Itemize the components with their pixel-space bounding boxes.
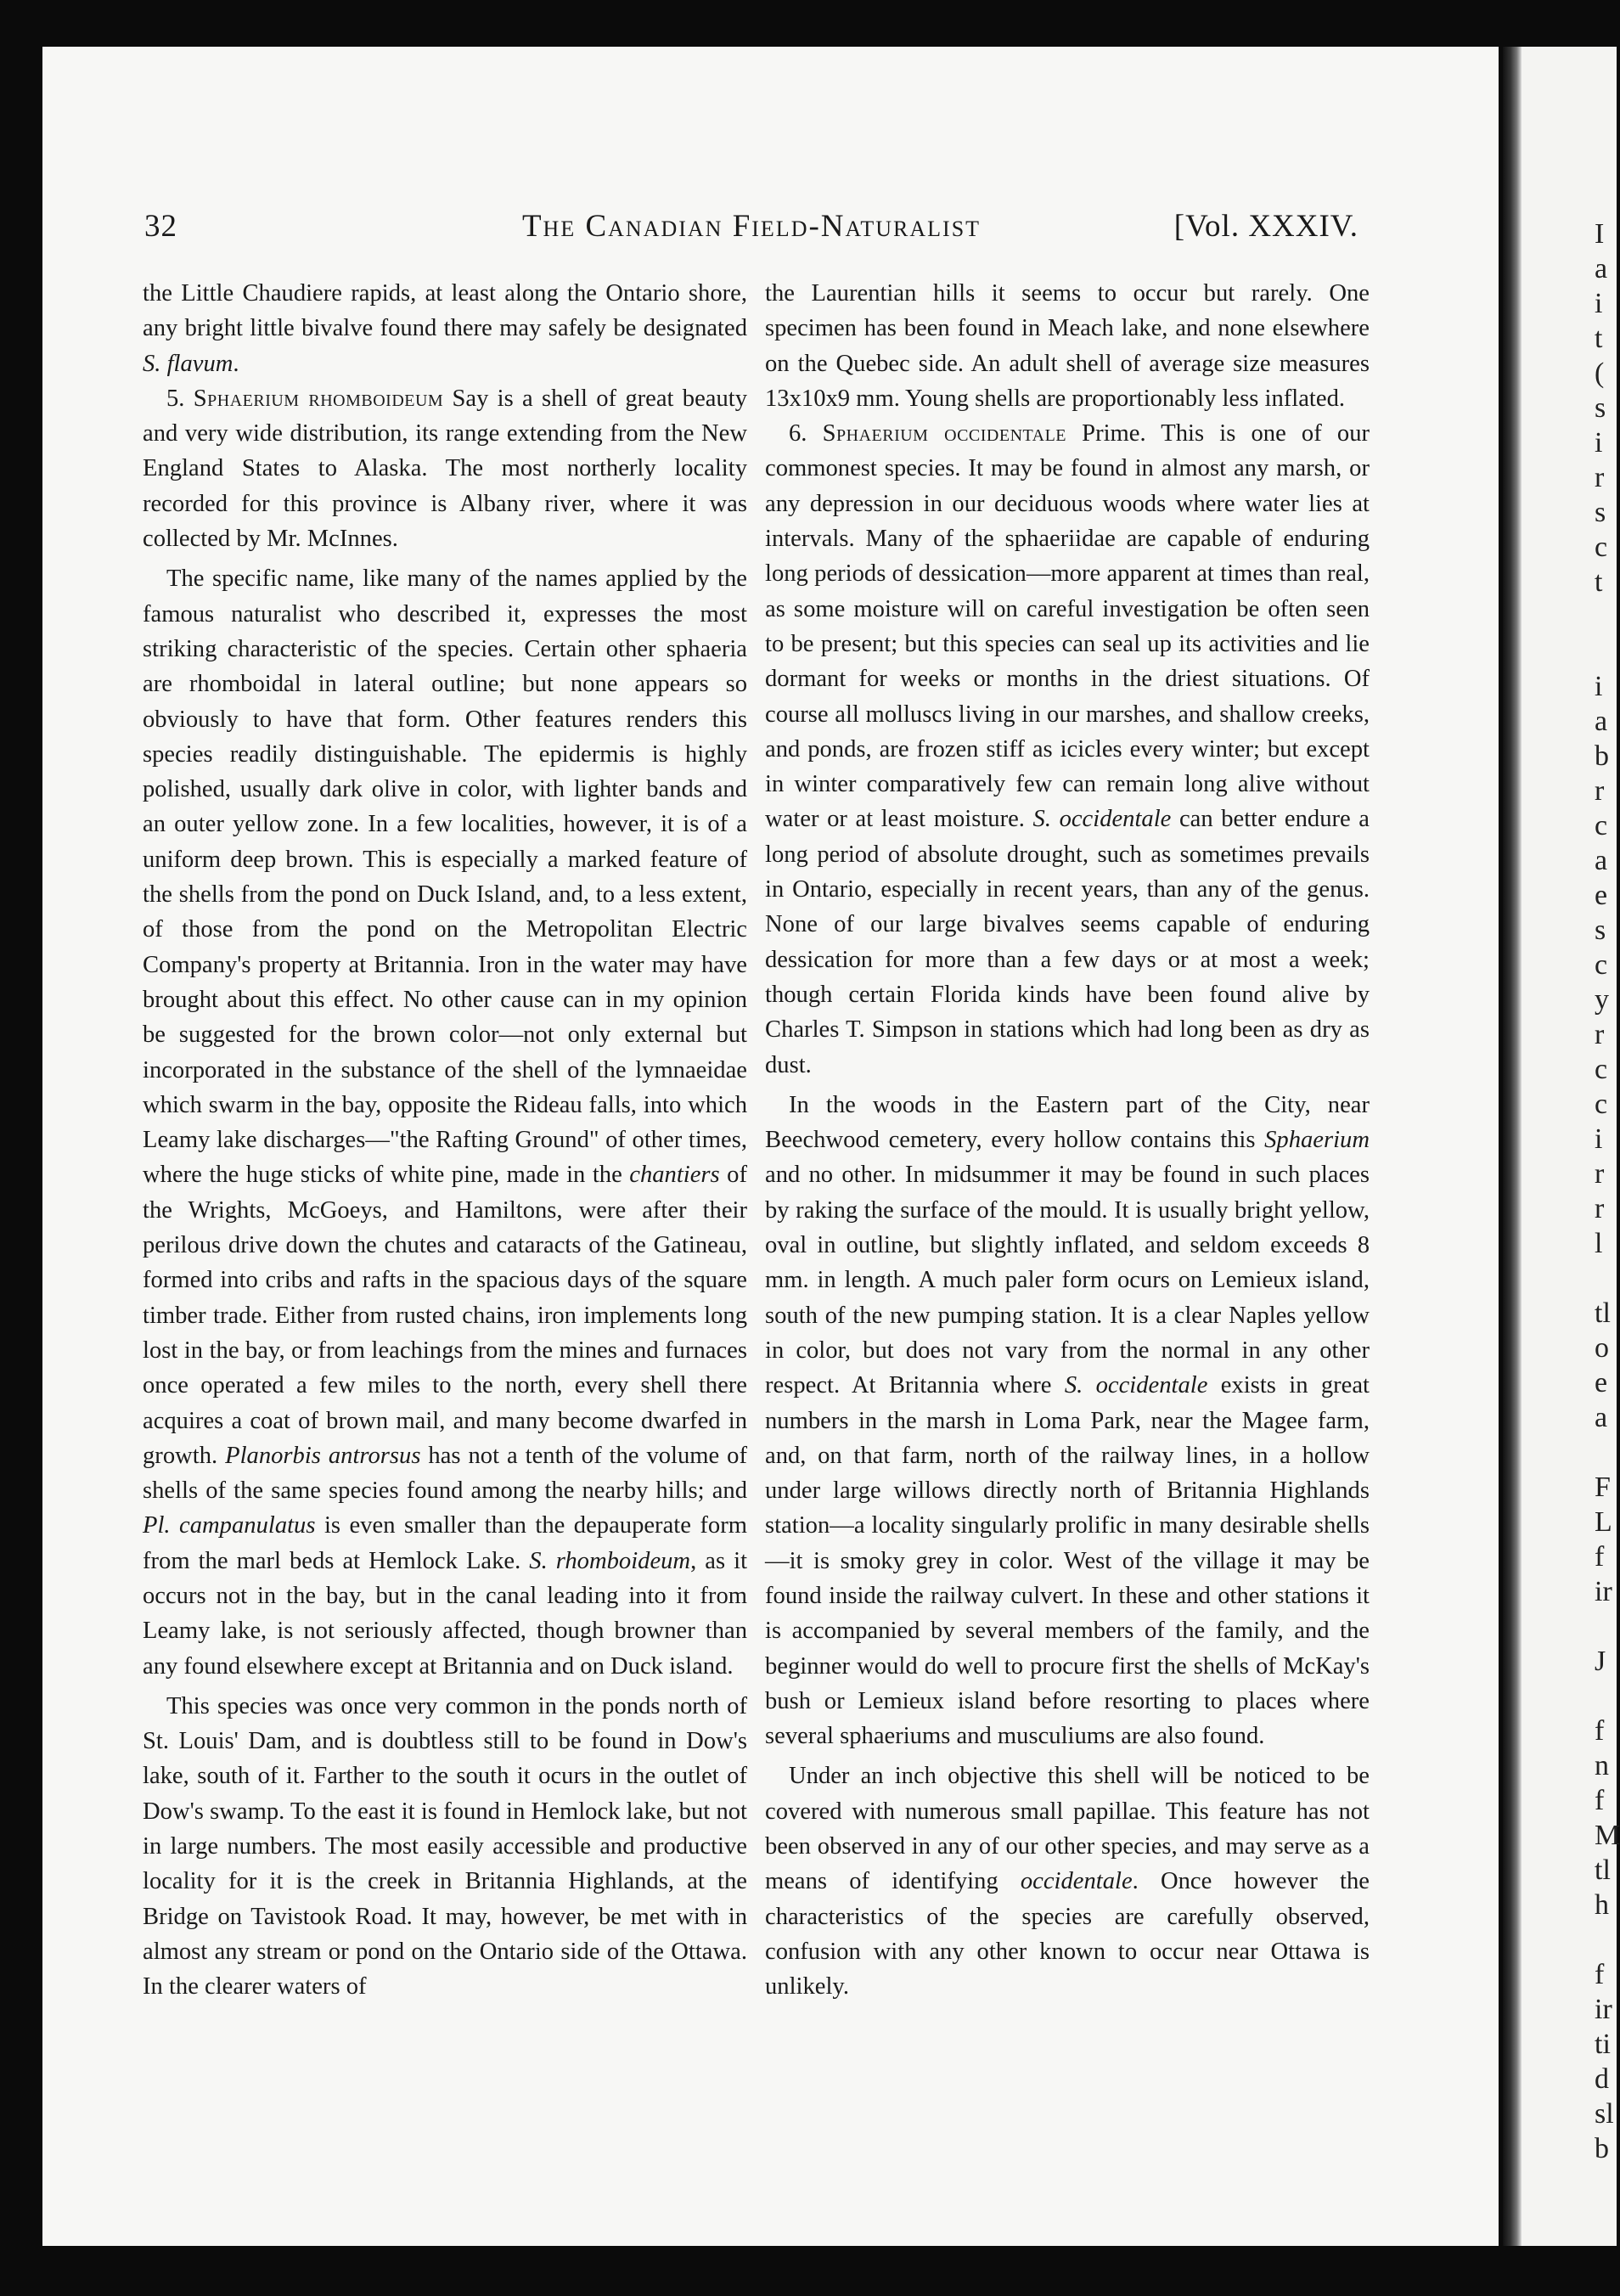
adjacent-fragment: a: [1595, 253, 1608, 284]
adjacent-fragment: f: [1595, 1959, 1605, 1990]
adjacent-fragment: M: [1595, 1820, 1620, 1851]
adjacent-fragment: t: [1595, 566, 1603, 598]
paragraph: The specific name, like many of the names applied by the famous naturalist who described it, expresses the most striking characteristic of the species. Certain other sphaeria are rhomboidal in lateral outline; but none appears so obviously to have that form. Other features renders this species readily distinguishable. The epidermis is highly polished, usually dark olive in color, with lighter bands and an outer yellow zone. In a few localities, however, it is of a uniform deep brown. This is especially a marked feature of the shells from the pond on Duck Island, and, to a less extent, of those from the pond on the Metropolitan Electric Company's property at Britannia. Iron in the water may have brought about this effect. No other cause can in my opinion be suggested for the brown color—not only external but incorporated in the substance of the shell of the lymnaeidae which swarm in the bay, opposite the Rideau falls, into which Leamy lake discharges—"the Rafting Ground" of other times, where the huge sticks of white pine, made in the chantiers of the Wrights, McGoeys, and Hamiltons, were after their perilous drive down the chutes and cataracts of the Gatineau, formed into cribs and rafts in the spacious days of the square timber trade. Either from rusted chains, iron implements long lost in the bay, or from leachings from the mines and furnaces once operated a few miles to the north, every shell there acquires a coat of brown mail, and many become dwarfed in growth. Planorbis antrorsus has not a tenth of the volume of shells of the same species found among the nearby hills; and Pl. campanulatus is even smaller than the depauperate form from the marl beds at Hemlock Lake. S. rhomboideum, as it occurs not in the bay, but in the canal leading into it from Leamy lake, is not seriously affected, though browner than any found elsewhere except at Britannia and on Duck island.: [143, 566, 748, 1680]
page-number: 32: [144, 209, 177, 244]
paragraph: In the woods in the Eastern part of the City, near Beechwood cemetery, every hollow contains this Sphaerium and no other. In midsummer it may be found in such places by raking the surface of the mould. It is usually bright yellow, oval in outline, but slightly inflated, and seldom exceeds 8 mm. in length. A much paler form ocurs on Lemieux island, south of the new pumping station. It is a clear Naples yellow in color, but does not vary from the normal in any other respect. At Britannia where S. occidentale exists in great numbers in the marsh in Loma Park, near the Magee farm, and, on that farm, north of the railway lines, in a hollow under large willows directly north of Britannia Highlands station—a locality singularly prolific in many desirable shells—it is smoky grey in color. West of the village it may be found inside the railway culvert. In these and other stations it is accompanied by several members of the family, and the beginner would do well to procure first the shells of McKay's bush or Lemieux island before resorting to places where several sphaeriums and musculiums are also found.: [765, 1091, 1370, 1750]
adjacent-fragment: e: [1595, 880, 1608, 911]
adjacent-fragment: r: [1595, 1193, 1605, 1224]
adjacent-fragment: ir: [1595, 1576, 1612, 1607]
adjacent-fragment: c: [1595, 1089, 1608, 1120]
paragraph: Under an inch objective this shell will be noticed to be covered with numerous small papillae. This feature has not been observed in any of our other species, and may serve as a means of identifying occidentale. Once however the characteristics of the species are carefully observed, confusion with any other known to occur near Ottawa is unlikely.: [765, 1763, 1370, 2001]
adjacent-fragment: s: [1595, 497, 1606, 528]
journal-title: The Canadian Field-Naturalist: [521, 209, 982, 244]
adjacent-fragment: a: [1595, 706, 1608, 737]
adjacent-fragment: f: [1595, 1715, 1605, 1747]
running-header: [144, 208, 1358, 250]
adjacent-fragment: [1595, 599, 1620, 634]
adjacent-fragment: F: [1595, 1472, 1611, 1503]
adjacent-fragment: tl: [1595, 1854, 1611, 1886]
adjacent-fragment: f: [1595, 1541, 1605, 1573]
adjacent-fragment: ir: [1595, 1994, 1612, 2025]
adjacent-fragment: (: [1595, 357, 1605, 389]
adjacent-fragment: r: [1595, 775, 1605, 807]
adjacent-fragment: t: [1595, 323, 1603, 354]
adjacent-fragment: s: [1595, 392, 1606, 424]
adjacent-fragment: c: [1595, 1054, 1608, 1085]
adjacent-fragment: c: [1595, 949, 1608, 981]
adjacent-fragment: l: [1595, 1228, 1603, 1259]
adjacent-fragment: tl: [1595, 1297, 1611, 1329]
adjacent-fragment: [1595, 1679, 1620, 1714]
adjacent-fragment: i: [1595, 427, 1603, 459]
adjacent-fragment: c: [1595, 532, 1608, 563]
adjacent-fragment: r: [1595, 1019, 1605, 1050]
right-column: [765, 276, 1370, 2005]
paragraph: the Little Chaudiere rapids, at least along the Ontario shore, any bright little bivalve found there may safely be designated S. flavum.: [143, 280, 747, 377]
adjacent-fragment: r: [1595, 462, 1605, 493]
adjacent-fragment: a: [1595, 845, 1608, 876]
adjacent-fragment: b: [1595, 740, 1609, 772]
adjacent-fragment: [1595, 1435, 1620, 1470]
adjacent-fragment: n: [1595, 1750, 1609, 1781]
adjacent-fragment: [1595, 1261, 1620, 1296]
adjacent-fragment: e: [1595, 1367, 1608, 1398]
species-name: Sphaerium rhomboideum: [193, 385, 444, 412]
paragraph: the Laurentian hills it seems to occur but rarely. One specimen has been found in Meach lake, and none elsewhere on the Quebec side. An adult shell of average size measures 13x10x9 mm. Young shells are proportionably less inflated.: [765, 280, 1370, 412]
adjacent-fragment: a: [1595, 1402, 1608, 1433]
adjacent-fragment: sl: [1595, 2098, 1614, 2130]
adjacent-fragment: r: [1595, 1158, 1605, 1190]
adjacent-page-strip: [1503, 47, 1620, 2246]
adjacent-page-fragments: [1595, 217, 1620, 2166]
adjacent-fragment: h: [1595, 1889, 1609, 1921]
adjacent-fragment: I: [1595, 218, 1605, 250]
adjacent-fragment: d: [1595, 2063, 1609, 2095]
adjacent-fragment: i: [1595, 288, 1603, 319]
adjacent-fragment: c: [1595, 810, 1608, 841]
adjacent-fragment: ti: [1595, 2029, 1611, 2060]
adjacent-fragment: J: [1595, 1646, 1606, 1677]
species-name: Sphaerium occidentale: [822, 420, 1067, 447]
paragraph: 6. Sphaerium occidentale Prime. This is one of our commonest species. It may be found in almost any marsh, or any depression in our deciduous woods where water lies at intervals. Many of the sphaeriidae are capable of enduring long periods of dessication—more apparent at times than real, as some moisture will on careful investigation be often seen to be present; but this species can seal up its activities and lie dormant for weeks or months in the driest situations. Of course all molluscs living in our marshes, and shallow creeks, and ponds, are frozen stiff as icicles every winter; but except in winter comparatively few can remain long alive without water or at least moisture. S. occidentale can better endure a long period of absolute drought, such as sometimes prevails in Ontario, especially in recent years, than any of the genus. None of our large bivalves seems capable of enduring dessication for more than a few days or at most a week; though certain Florida kinds have been found alive by Charles T. Simpson in stations which had long been as dry as dust.: [765, 420, 1370, 1078]
adjacent-fragment: o: [1595, 1332, 1609, 1364]
adjacent-fragment: [1595, 1609, 1620, 1644]
adjacent-fragment: L: [1595, 1506, 1612, 1538]
adjacent-fragment: y: [1595, 984, 1609, 1016]
page-gutter-shadow: [1503, 47, 1522, 2246]
adjacent-fragment: f: [1595, 1785, 1605, 1816]
adjacent-fragment: s: [1595, 914, 1606, 946]
paragraph: This species was once very common in the ponds north of St. Louis' Dam, and is doubtless still to be found in Dow's lake, south of it. Farther to the south it ocurs in the outlet of Dow's swamp. To the east it is found in Hemlock lake, but not in large numbers. The most easily accessible and productive locality for it is the creek in Britannia Highlands, at the Bridge on Tavistook Road. It may, however, be met with in almost any stream or pond on the Ontario side of the Ottawa. In the clearer waters of: [143, 1692, 747, 2001]
left-column: [143, 276, 747, 2005]
adjacent-fragment: b: [1595, 2133, 1609, 2164]
adjacent-fragment: i: [1595, 1123, 1603, 1155]
volume-label: [Vol. XXXIV.: [1173, 209, 1358, 244]
adjacent-fragment: i: [1595, 671, 1603, 702]
adjacent-fragment: [1595, 1922, 1620, 1957]
paragraph: 5. Sphaerium rhomboideum Say is a shell of great beauty and very wide distribution, its range extending from the New England States to Alaska. The most northerly locality recorded for this province is Albany river, where it was collected by Mr. McInnes.: [143, 385, 747, 553]
adjacent-fragment: [1595, 634, 1620, 669]
